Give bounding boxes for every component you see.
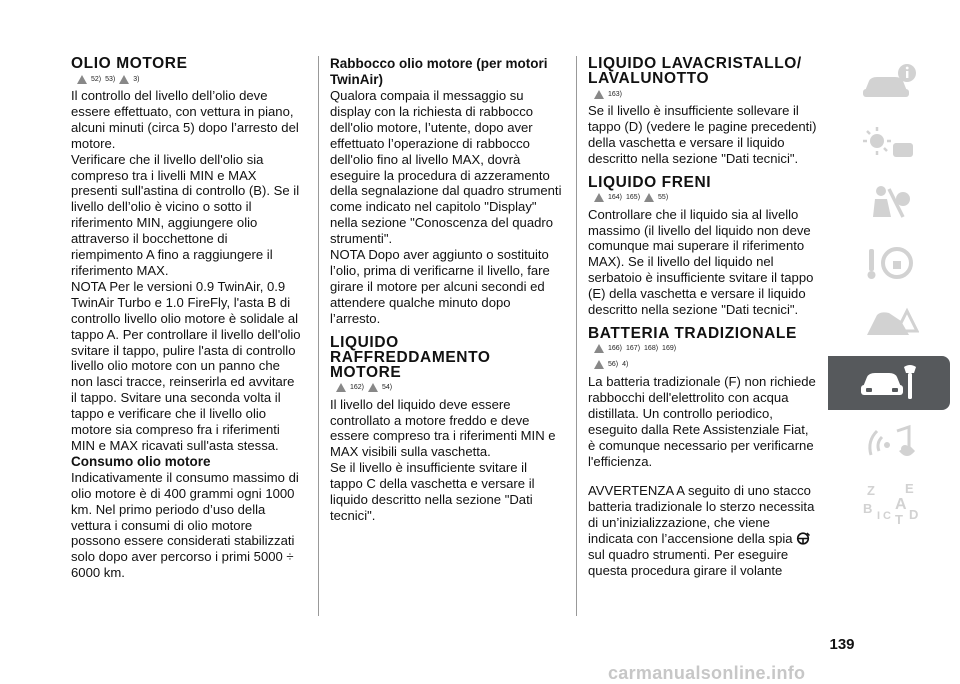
- chapter-tile-indice[interactable]: [828, 476, 950, 530]
- heading-liquido-freni: LIQUIDO FRENI: [588, 173, 712, 191]
- dashboard-lights-icon: [859, 121, 919, 165]
- index-letter: D: [909, 507, 919, 522]
- paragraph: Se il livello è insufficiente sollevare il tappo (D) (vedere le pagine precedenti) della vaschetta e versare il liquido descritto nella sezione "Dati tecnici".: [588, 103, 817, 166]
- index-letter: Z: [867, 483, 875, 498]
- ref-note: 4): [622, 361, 629, 369]
- paragraph: Se il livello è insufficiente svitare il tappo C della vaschetta e versare il liquido descritto nella sezione "Dati tecnici".: [330, 460, 535, 523]
- ref-note: 163): [608, 90, 623, 98]
- column-3: [588, 56, 818, 579]
- ref-note: 56): [608, 361, 619, 369]
- warning-triangle-icon: [77, 75, 87, 84]
- column-divider-2: [576, 56, 577, 616]
- heading-batteria: BATTERIA TRADIZIONALE: [588, 324, 797, 342]
- paragraph: Il controllo del livello dell’olio deve essere effettuato, con vettura in piano, alcuni minuti (circa 5) dopo l’arresto del motore.: [71, 88, 299, 151]
- caution-triangle-icon: [644, 193, 654, 202]
- lav-warning-refs: [594, 87, 818, 101]
- paragraph: Verificare che il livello dell'olio sia compreso tra i livelli MIN e MAX presenti sull'astina di controllo (B). Se il livello dell’olio è vicino o sotto il riferimento MIN, aggiungere olio attraverso il bocchettone di riempimento A fino a raggiungere il riferimento MAX.: [71, 151, 300, 278]
- oil-warning-refs: [77, 72, 303, 86]
- chapter-tile-manutenzione[interactable]: [828, 356, 950, 410]
- index-letter: T: [895, 512, 903, 525]
- freni-warning-refs: [594, 191, 818, 205]
- index-letter: A: [895, 496, 907, 513]
- chapter-sidebar: [828, 56, 950, 536]
- ref-note: 168): [644, 345, 659, 353]
- paragraph: NOTA Per le versioni 0.9 TwinAir, 0.9 TwinAir Turbo e 1.0 FireFly, l'asta B di controllo livello olio motore è solidale al tappo A. Per controllare il livello dell'olio svitare il tappo, pulire l'asta di controllo livello olio motore con un panno che non lasci tracce, reinserirla ed avvitare il tappo. Svitare una seconda volta il tappo e verificare che il livello olio motore sia compreso fra i riferimenti MIN e MAX ricavati sull'asta stessa.: [71, 278, 301, 453]
- ref-note: 166): [608, 345, 623, 353]
- chapter-tile-sicurezza[interactable]: [828, 176, 950, 230]
- paragraph: Controllare che il liquido sia al livello massimo (il livello del liquido non deve comunque mai superare il riferimento MAX). Se il livello del liquido nel serbatoio è insufficiente svitare il tappo (E) della vaschetta e versare il liquido descritto nella sezione "Dati tecnici".: [588, 206, 814, 318]
- steering-warning-light-icon: [796, 532, 810, 545]
- ref-note: 3): [133, 75, 140, 83]
- batt-warning-refs-1: [594, 342, 818, 356]
- ref-note: 52): [91, 75, 102, 83]
- paragraph-avvertenza: [588, 483, 818, 578]
- ref-note: 164): [608, 194, 623, 202]
- heading-consumo-olio: Consumo olio motore: [71, 453, 211, 469]
- paragraph: Il livello del liquido deve essere controllato a motore freddo e deve essere compreso tra i riferimenti MIN e MAX visibili sulla vaschetta.: [330, 396, 556, 460]
- column-1: [71, 56, 303, 581]
- ref-note: 169): [662, 345, 677, 353]
- multimedia-icon: [859, 421, 919, 465]
- index-letter: E: [905, 481, 914, 496]
- warning-triangle-icon: [594, 90, 604, 99]
- ref-note: 54): [382, 384, 393, 392]
- starting-driving-icon: [859, 241, 919, 285]
- caution-triangle-icon: [368, 383, 378, 392]
- avvertenza-text: AVVERTENZA A seguito di uno stacco batteria tradizionale lo sterzo necessita di un’inizializzazione, che viene indicata con l’accensione della spia: [588, 483, 815, 547]
- paragraph: Indicativamente il consumo massimo di olio motore è di 400 grammi ogni 1000 km. Nel primo periodo d’uso della vettura i consumi di olio motore possono essere considerati stabilizzati solo dopo aver percorso i primi 5000 ÷ 6000 km.: [71, 469, 299, 581]
- batt-warning-refs-2: [594, 358, 818, 372]
- ref-note: 165): [626, 194, 641, 202]
- chapter-tile-emergenza[interactable]: [828, 296, 950, 350]
- index-icon: [859, 481, 919, 525]
- paragraph: La batteria tradizionale (F) non richiede rabbocchi dell'elettrolito con acqua distillata. Un controllo periodico, eseguito dalla Rete Assistenziale Fiat, è comunque necessario per verificarne l'efficienza.: [588, 373, 816, 469]
- chapter-tile-multimedia[interactable]: [828, 416, 950, 470]
- index-letter: C: [883, 510, 891, 522]
- warning-triangle-icon: [859, 301, 919, 345]
- ref-note: 53): [105, 75, 116, 83]
- avvertenza-text: sul quadro strumenti. Per eseguire questa procedura girare il volante: [588, 547, 789, 578]
- chapter-tile-avviamento-guida[interactable]: [828, 236, 950, 290]
- page-number: 139: [829, 636, 855, 653]
- ref-note: 167): [626, 345, 641, 353]
- warning-triangle-icon: [594, 344, 604, 353]
- paragraph: NOTA Dopo aver aggiunto o sostituito l’olio, prima di verificarne il livello, fare girare il motore per alcuni secondi ed attendere qualche minuto dopo l’arresto.: [330, 247, 550, 326]
- heading-liquido-lavacristallo: LIQUIDO LAVACRISTALLO/ LAVALUNOTTO: [588, 55, 802, 87]
- ref-note: 55): [658, 194, 669, 202]
- column-divider-1: [318, 56, 319, 616]
- warning-triangle-icon: [336, 383, 346, 392]
- caution-triangle-icon: [119, 75, 129, 84]
- car-info-icon: [859, 61, 919, 105]
- heading-liquido-raffreddamento: LIQUIDO RAFFREDDAMENTO MOTORE: [330, 333, 491, 381]
- chapter-tile-quadro-strumenti[interactable]: [828, 116, 950, 170]
- safety-airbag-icon: [859, 181, 919, 225]
- paragraph: Qualora compaia il messaggio su display con la richiesta di rabbocco dell'olio motore, l’utente, dopo aver effettuato l’operazione di rabbocco dell'olio fino al livello MAX, dovrà eseguire la procedura di azzeramento della segnalazione dal quadro strumenti come indicato nel capitolo "Display" nella sezione "Conoscenza del quadro strumenti".: [330, 88, 562, 247]
- watermark: carmanualsonline.info: [608, 663, 806, 683]
- heading-olio-motore: OLIO MOTORE: [71, 55, 188, 72]
- chapter-tile-conoscenza-vettura[interactable]: [828, 56, 950, 110]
- caution-triangle-icon: [594, 360, 604, 369]
- index-letter: B: [863, 501, 873, 516]
- ref-note: 162): [350, 384, 365, 392]
- maintenance-icon: [859, 361, 919, 405]
- heading-rabbocco: Rabbocco olio motore (per motori TwinAir): [330, 56, 548, 87]
- column-2: [330, 56, 562, 524]
- raff-warning-refs: [336, 381, 562, 395]
- warning-triangle-icon: [594, 193, 604, 202]
- index-letter: I: [877, 510, 881, 522]
